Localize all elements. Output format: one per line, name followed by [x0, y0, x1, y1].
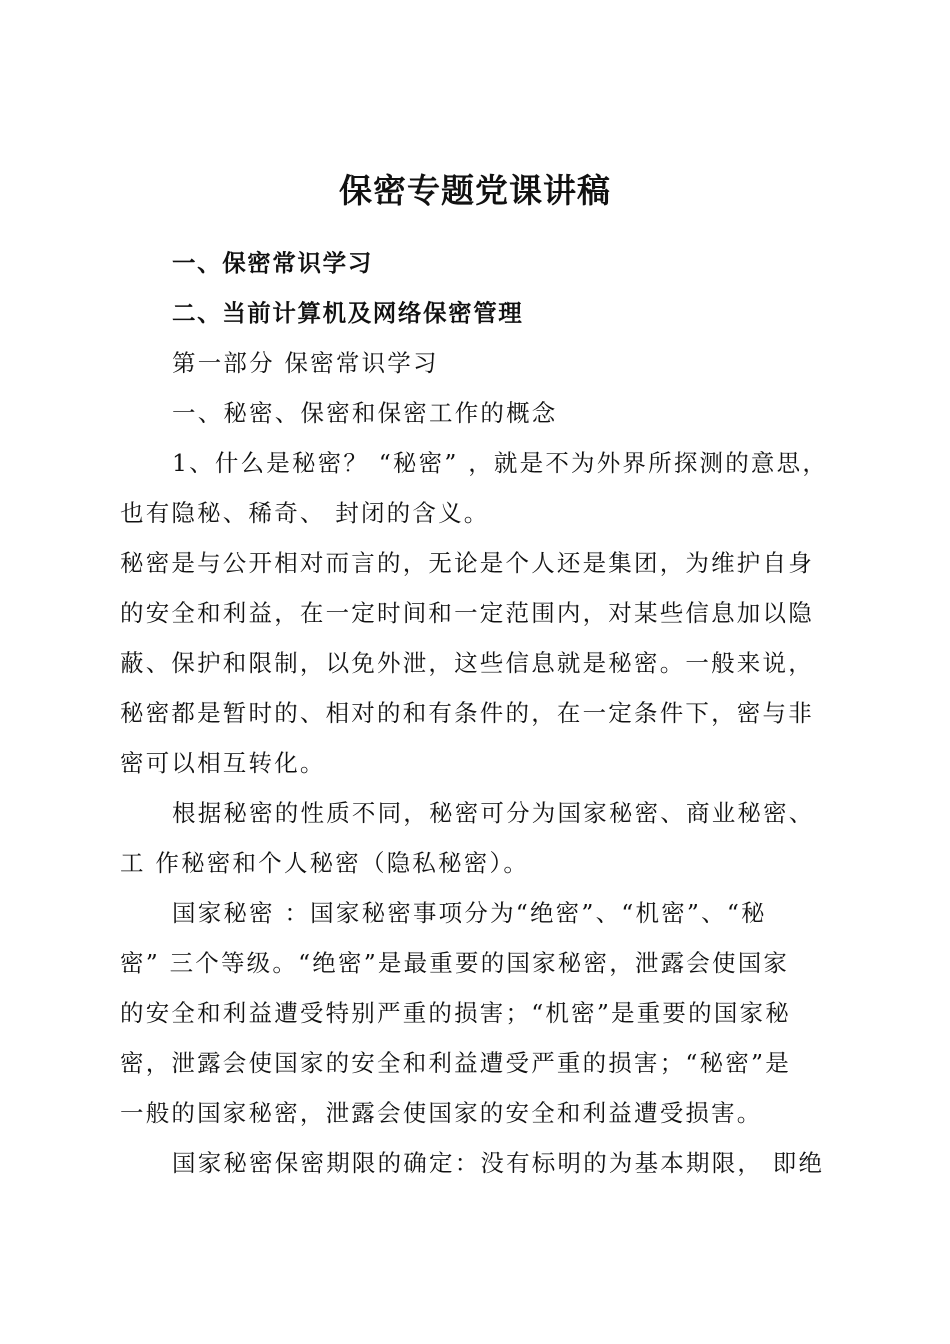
paragraph-line: 根据秘密的性质不同，秘密可分为国家秘密、商业秘密、: [172, 799, 815, 827]
paragraph-line: 工 作秘密和个人秘密（隐私秘密）。: [120, 849, 530, 877]
paragraph-line: 也有隐秘、稀奇、 封闭的含义。: [120, 499, 490, 527]
paragraph-line: 密可以相互转化。: [120, 749, 326, 777]
heading-section-1: 一、保密常识学习: [172, 249, 373, 277]
paragraph-line: 密” 三个等级。“绝密”是最重要的国家秘密，泄露会使国家: [120, 949, 790, 977]
document-title: 保密专题党课讲稿: [339, 171, 611, 210]
paragraph-line: 一般的国家秘密，泄露会使国家的安全和利益遭受损害。: [120, 1099, 763, 1127]
heading-section-2: 二、当前计算机及网络保密管理: [172, 299, 524, 327]
paragraph-line: 国家秘密保密期限的确定：没有标明的为基本期限， 即绝: [172, 1149, 825, 1177]
paragraph-line: 的安全和利益，在一定时间和一定范围内，对某些信息加以隐: [120, 599, 814, 627]
paragraph-line: 密，泄露会使国家的安全和利益遭受严重的损害；“秘密”是: [120, 1049, 791, 1077]
paragraph-line: 的安全和利益遭受特别严重的损害；“机密”是重要的国家秘: [120, 999, 791, 1027]
subsection-heading: 一、秘密、保密和保密工作的概念: [172, 399, 558, 427]
paragraph-line: 蔽、保护和限制，以免外泄，这些信息就是秘密。一般来说，: [120, 649, 814, 677]
paragraph-line: 国家秘密 ：国家秘密事项分为“绝密”、“机密”、“秘: [172, 899, 767, 927]
paragraph-line: 秘密是与公开相对而言的，无论是个人还是集团，为维护自身: [120, 549, 814, 577]
paragraph-line: 1、什么是秘密？ “秘密” ，就是不为外界所探测的意思，: [172, 449, 829, 477]
paragraph-line: 秘密都是暂时的、相对的和有条件的，在一定条件下，密与非: [120, 699, 814, 727]
part-heading: 第一部分 保密常识学习: [172, 349, 439, 377]
